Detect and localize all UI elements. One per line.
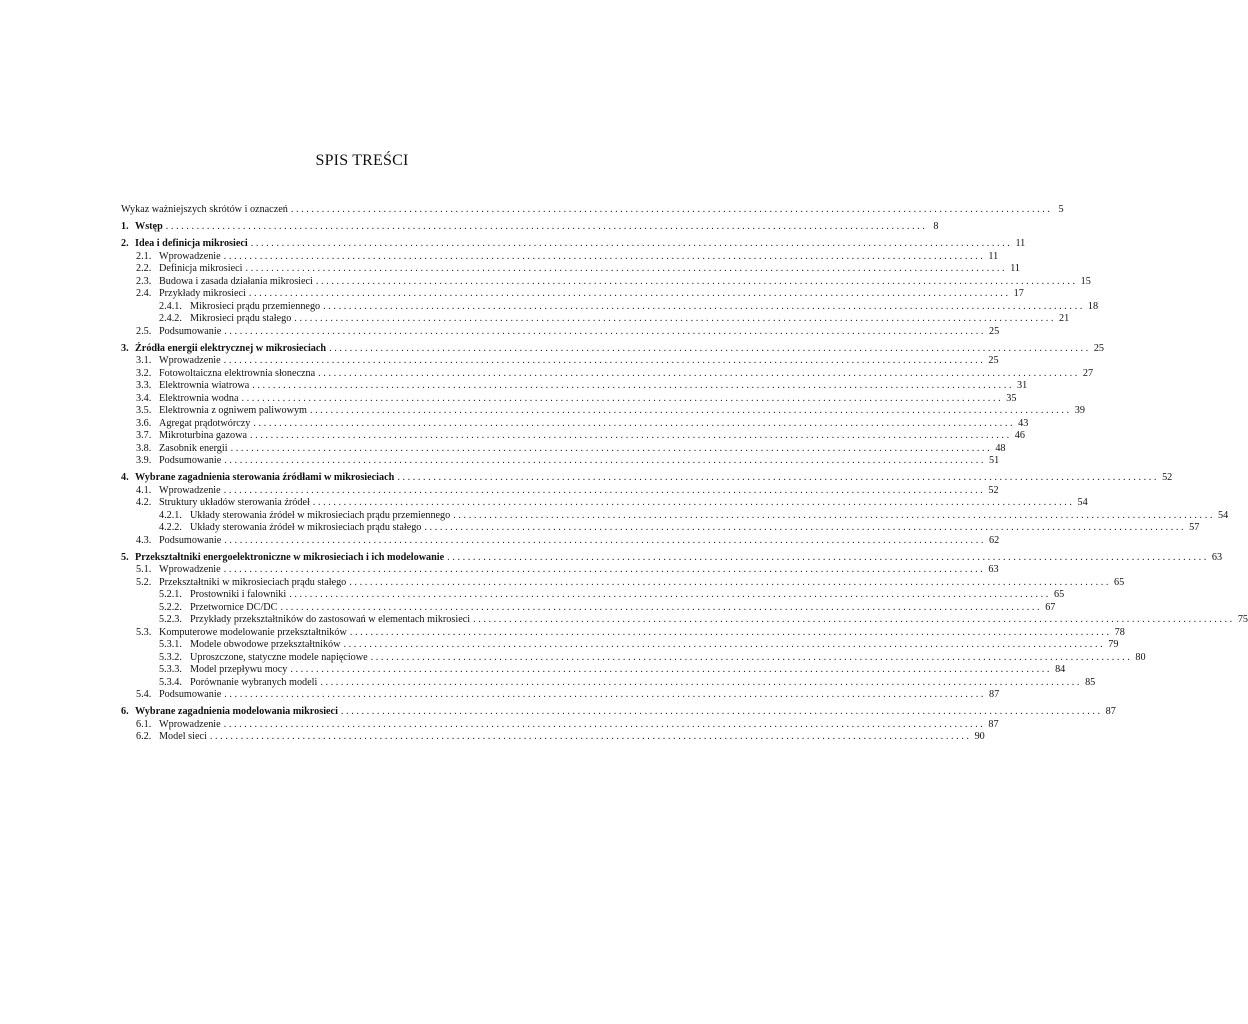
toc-dot-leader: .................................................................................................................................................... xyxy=(289,589,1051,600)
toc-chapter-row[interactable] xyxy=(121,706,1116,719)
toc-page-number: 65 xyxy=(1114,576,1125,588)
toc-entry-row[interactable] xyxy=(121,589,1065,602)
toc-entry-row[interactable] xyxy=(121,204,1064,217)
toc-dot-leader: .................................................................................................................................................... xyxy=(250,238,1013,249)
toc-entry-row[interactable] xyxy=(121,718,999,732)
toc-entry-number: 2. xyxy=(121,238,129,249)
toc-dot-leader: .................................................................................................................................................... xyxy=(424,522,1187,533)
toc-page-number: 39 xyxy=(1074,405,1085,416)
toc-entry-title: Wprowadzenie xyxy=(159,355,221,366)
toc-entry-row[interactable] xyxy=(121,300,1099,314)
toc-dot-leader: .................................................................................................................................................... xyxy=(315,275,1078,287)
toc-page-number: 84 xyxy=(1055,664,1066,675)
toc-entry-row[interactable] xyxy=(121,430,1025,443)
toc-entry-number: 4. xyxy=(121,472,129,483)
toc-entry-number: 2.4. xyxy=(136,288,152,299)
toc-dot-leader: .................................................................................................................................................... xyxy=(309,405,1072,416)
toc-entry-title: Przekształtniki w mikrosieciach prądu stałego xyxy=(159,576,347,588)
toc-entry-title: Układy sterowania źródeł w mikrosieciach prądu przemiennego xyxy=(190,509,451,521)
toc-dot-leader: .................................................................................................................................................... xyxy=(343,639,1106,650)
toc-entry-number: 3.9. xyxy=(136,455,152,466)
toc-entry-row[interactable] xyxy=(121,313,1070,326)
toc-entry-row[interactable] xyxy=(121,651,1146,665)
toc-chapter-row[interactable] xyxy=(121,221,939,234)
toc-page-number: 87 xyxy=(1105,706,1116,717)
toc-entry-title: Mikrosieci prądu przemiennego xyxy=(190,300,321,312)
toc-entry-number: 3.3. xyxy=(136,380,152,391)
toc-dot-leader: .................................................................................................................................................... xyxy=(349,576,1112,588)
toc-entry-row[interactable] xyxy=(121,263,1021,276)
toc-dot-leader: .................................................................................................................................................... xyxy=(473,614,1235,625)
toc-entry-row[interactable] xyxy=(121,405,1085,418)
toc-entry-number: 4.2.2. xyxy=(159,522,182,533)
toc-entry-title: Przykłady mikrosieci xyxy=(159,288,246,299)
toc-page-number: 90 xyxy=(974,731,985,742)
toc-page-number: 57 xyxy=(1189,522,1200,533)
toc-entry-number: 5.1. xyxy=(136,564,152,575)
toc-entry-row[interactable] xyxy=(121,664,1066,677)
toc-entry-title: Struktury układów sterowania źródeł xyxy=(159,497,310,508)
toc-page-number: 52 xyxy=(1162,472,1173,483)
toc-page-number: 27 xyxy=(1082,367,1094,379)
toc-entry-title: Przetwornice DC/DC xyxy=(190,601,278,613)
toc-entry-title: Elektrownia z ogniwem paliwowym xyxy=(159,405,307,416)
toc-entry-row[interactable] xyxy=(121,509,1229,523)
toc-dot-leader: .................................................................................................................................................... xyxy=(340,706,1103,717)
toc-page-number: 11 xyxy=(1010,263,1021,274)
toc-dot-leader: .................................................................................................................................................... xyxy=(280,601,1043,613)
toc-page-number: 75 xyxy=(1237,614,1248,625)
toc-dot-leader: .................................................................................................................................................... xyxy=(253,417,1016,429)
toc-entry-number: 3.7. xyxy=(136,430,152,441)
toc-entry-title: Agregat prądotwórczy xyxy=(159,417,251,429)
toc-entry-row[interactable] xyxy=(121,442,1006,456)
toc-entry-title: Budowa i zasada działania mikrosieci xyxy=(159,275,313,287)
toc-dot-leader: .................................................................................................................................................... xyxy=(349,626,1112,638)
toc-page-number: 67 xyxy=(1045,601,1056,613)
toc-dot-leader: .................................................................................................................................................... xyxy=(241,392,1004,404)
toc-dot-leader: .................................................................................................................................................... xyxy=(223,718,986,730)
toc-entry-number: 3. xyxy=(121,342,129,354)
toc-dot-leader: .................................................................................................................................................... xyxy=(245,263,1008,274)
toc-page-number: 62 xyxy=(989,534,1000,546)
toc-entry-row[interactable] xyxy=(121,484,999,498)
toc-page-number: 87 xyxy=(988,718,999,730)
toc-entry-number: 3.8. xyxy=(136,442,152,454)
toc-entry-number: 5.2. xyxy=(136,576,152,588)
toc-entry-number: 3.1. xyxy=(136,355,152,366)
toc-entry-title: Definicja mikrosieci xyxy=(159,263,243,274)
toc-page-number: 54 xyxy=(1218,509,1229,521)
toc-dot-leader: .................................................................................................................................................... xyxy=(230,442,993,454)
toc-entry-row[interactable] xyxy=(121,325,1000,339)
toc-entry-title: Idea i definicja mikrosieci xyxy=(135,238,248,249)
toc-entry-title: Elektrownia wiatrowa xyxy=(159,380,250,391)
toc-dot-leader: .................................................................................................................................................... xyxy=(370,651,1133,663)
toc-entry-row[interactable] xyxy=(121,534,1000,548)
toc-entry-row[interactable] xyxy=(121,731,985,744)
toc-entry-title: Modele obwodowe przekształtników xyxy=(190,639,341,650)
toc-entry-title: Wprowadzenie xyxy=(159,250,221,262)
toc-entry-title: Model sieci xyxy=(159,731,207,742)
toc-dot-leader: .................................................................................................................................................... xyxy=(453,509,1215,521)
toc-entry-number: 5.3.2. xyxy=(159,651,182,663)
toc-entry-row[interactable] xyxy=(121,250,999,264)
toc-dot-leader: .................................................................................................................................................... xyxy=(320,676,1083,688)
toc-dot-leader: .................................................................................................................................................... xyxy=(223,564,986,575)
toc-entry-row[interactable] xyxy=(121,455,1000,468)
toc-chapter-row[interactable] xyxy=(121,551,1223,565)
toc-entry-row[interactable] xyxy=(121,392,1017,406)
toc-page-number: 25 xyxy=(989,325,1000,337)
toc-entry-row[interactable] xyxy=(121,275,1091,289)
toc-page-number: 18 xyxy=(1087,300,1099,312)
toc-entry-title: Prostowniki i falowniki xyxy=(190,589,287,600)
toc-dot-leader: .................................................................................................................................................... xyxy=(165,221,928,232)
toc-chapter-row[interactable] xyxy=(121,342,1105,356)
toc-entry-title: Podsumowanie xyxy=(159,455,222,466)
toc-entry-number: 2.5. xyxy=(136,325,152,337)
toc-page-number: 63 xyxy=(1211,551,1223,563)
toc-entry-title: Uproszczone, statyczne modele napięciowe xyxy=(190,651,368,663)
toc-entry-title: Wykaz ważniejszych skrótów i oznaczeń xyxy=(121,204,288,215)
toc-dot-leader: .................................................................................................................................................... xyxy=(224,455,987,466)
toc-entry-row[interactable] xyxy=(121,689,1000,702)
toc-page-number: 31 xyxy=(1017,380,1028,391)
toc-dot-leader: .................................................................................................................................................... xyxy=(223,250,986,262)
toc-entry-row[interactable] xyxy=(121,626,1125,640)
toc-entry-row[interactable] xyxy=(121,355,999,368)
toc-entry-number: 2.4.2. xyxy=(159,313,182,324)
toc-page-number: 17 xyxy=(1013,288,1024,299)
toc-entry-row[interactable] xyxy=(121,614,1248,627)
toc-page-number: 80 xyxy=(1135,651,1146,663)
toc-dot-leader: .................................................................................................................................................... xyxy=(312,497,1075,508)
toc-entry-title: Układy sterowania źródeł w mikrosieciach prądu stałego xyxy=(190,522,422,533)
toc-entry-number: 5.3.1. xyxy=(159,639,182,650)
toc-entry-number: 4.2. xyxy=(136,497,152,508)
toc-entry-title: Wprowadzenie xyxy=(159,718,221,730)
toc-entry-title: Elektrownia wodna xyxy=(159,392,239,404)
toc-dot-leader: .................................................................................................................................................... xyxy=(447,551,1209,563)
toc-entry-title: Wybrane zagadnienia sterowania źródłami w mikrosieciach xyxy=(135,472,395,483)
toc-entry-row[interactable] xyxy=(121,380,1028,393)
toc-entry-number: 2.2. xyxy=(136,263,152,274)
toc-dot-leader: .................................................................................................................................................... xyxy=(223,484,986,496)
toc-page-number: 52 xyxy=(988,484,999,496)
toc-entry-title: Komputerowe modelowanie przekształtników xyxy=(159,626,347,638)
toc-page-number: 65 xyxy=(1053,589,1065,600)
toc-page-number: 78 xyxy=(1114,626,1125,638)
toc-dot-leader: .................................................................................................................................................... xyxy=(397,472,1160,483)
toc-entry-row[interactable] xyxy=(121,564,999,577)
toc-entry-row[interactable] xyxy=(121,288,1024,301)
toc-entry-row[interactable] xyxy=(121,497,1088,510)
toc-entry-number: 4.3. xyxy=(136,534,152,546)
toc-entry-number: 6.2. xyxy=(136,731,152,742)
toc-page-number: 85 xyxy=(1085,676,1096,688)
toc-entry-row[interactable] xyxy=(121,522,1200,535)
toc-page-number: 87 xyxy=(989,689,1000,700)
toc-entry-number: 4.2.1. xyxy=(159,509,182,521)
toc-entry-row[interactable] xyxy=(121,676,1096,690)
toc-dot-leader: .................................................................................................................................................... xyxy=(294,313,1057,324)
toc-entry-row[interactable] xyxy=(121,417,1029,431)
toc-entry-number: 6.1. xyxy=(136,718,152,730)
toc-entry-row[interactable] xyxy=(121,367,1094,381)
toc-dot-leader: .................................................................................................................................................... xyxy=(223,355,986,366)
toc-entry-number: 2.3. xyxy=(136,275,152,287)
toc-dot-leader: .................................................................................................................................................... xyxy=(318,367,1080,379)
toc-entry-title: Porównanie wybranych modeli xyxy=(190,676,318,688)
toc-entry-title: Źródła energii elektrycznej w mikrosieciach xyxy=(135,342,327,354)
toc-dot-leader: .................................................................................................................................................... xyxy=(224,325,987,337)
toc-entry-title: Wprowadzenie xyxy=(159,564,221,575)
toc-dot-leader: .................................................................................................................................................... xyxy=(329,342,1091,354)
toc-page-number: 79 xyxy=(1108,639,1119,650)
toc-entry-number: 5.2.2. xyxy=(159,601,182,613)
toc-entry-number: 5. xyxy=(121,551,129,563)
toc-entry-number: 2.4.1. xyxy=(159,300,182,312)
toc-entry-title: Przekształtniki energoelektroniczne w mikrosieciach i ich modelowanie xyxy=(135,551,445,563)
toc-page-number: 25 xyxy=(1093,342,1105,354)
toc-dot-leader: .................................................................................................................................................... xyxy=(209,731,972,742)
toc-entry-title: Wybrane zagadnienia modelowania mikrosieci xyxy=(135,706,338,717)
toc-page-number: 15 xyxy=(1080,275,1091,287)
table-of-contents xyxy=(121,204,1248,744)
toc-entry-number: 4.1. xyxy=(136,484,152,496)
toc-entry-title: Podsumowanie xyxy=(159,689,222,700)
toc-dot-leader: .................................................................................................................................................... xyxy=(224,534,987,546)
toc-entry-number: 3.4. xyxy=(136,392,152,404)
toc-page-number: 46 xyxy=(1014,430,1025,441)
toc-page-number: 25 xyxy=(988,355,999,366)
toc-page-number: 48 xyxy=(995,442,1006,454)
toc-page-number: 43 xyxy=(1018,417,1029,429)
toc-entry-number: 5.3.4. xyxy=(159,676,182,688)
toc-entry-number: 5.3. xyxy=(136,626,152,638)
toc-dot-leader: .................................................................................................................................................... xyxy=(249,430,1012,441)
toc-entry-title: Podsumowanie xyxy=(159,534,222,546)
toc-entry-title: Mikrosieci prądu stałego xyxy=(190,313,292,324)
toc-entry-title: Podsumowanie xyxy=(159,325,222,337)
toc-entry-title: Wstęp xyxy=(135,221,163,232)
toc-page-number: 21 xyxy=(1059,313,1070,324)
toc-page-number: 35 xyxy=(1006,392,1017,404)
toc-page-number: 54 xyxy=(1077,497,1088,508)
toc-entry-number: 6. xyxy=(121,706,129,717)
toc-chapter-row[interactable] xyxy=(121,472,1173,485)
toc-entry-number: 2.1. xyxy=(136,250,152,262)
toc-entry-title: Przykłady przekształtników do zastosowań w elementach mikrosieci xyxy=(190,614,471,625)
toc-entry-number: 3.6. xyxy=(136,417,152,429)
toc-entry-row[interactable] xyxy=(121,576,1125,590)
toc-dot-leader: .................................................................................................................................................... xyxy=(248,288,1011,299)
toc-page-number: 51 xyxy=(989,455,1000,466)
toc-dot-leader: .................................................................................................................................................... xyxy=(290,664,1053,675)
toc-entry-title: Zasobnik energii xyxy=(159,442,228,454)
toc-entry-number: 5.2.3. xyxy=(159,614,182,625)
toc-entry-row[interactable] xyxy=(121,639,1119,652)
toc-dot-leader: .................................................................................................................................................... xyxy=(290,204,1053,215)
toc-entry-number: 5.4. xyxy=(136,689,152,700)
toc-entry-title: Wprowadzenie xyxy=(159,484,221,496)
toc-entry-number: 3.2. xyxy=(136,367,152,379)
toc-page-number: 11 xyxy=(988,250,999,262)
toc-dot-leader: .................................................................................................................................................... xyxy=(323,300,1085,312)
toc-chapter-row[interactable] xyxy=(121,238,1026,251)
toc-entry-title: Mikroturbina gazowa xyxy=(159,430,247,441)
toc-entry-title: Fotowoltaiczna elektrownia słoneczna xyxy=(159,367,316,379)
toc-entry-row[interactable] xyxy=(121,601,1056,615)
toc-dot-leader: .................................................................................................................................................... xyxy=(252,380,1014,391)
toc-page-number: 5 xyxy=(1058,204,1064,215)
toc-entry-number: 3.5. xyxy=(136,405,152,416)
toc-page-number: 11 xyxy=(1015,238,1026,249)
toc-entry-number: 5.2.1. xyxy=(159,589,182,600)
toc-page-number: 8 xyxy=(933,221,939,232)
toc-page-number: 63 xyxy=(988,564,999,575)
toc-dot-leader: .................................................................................................................................................... xyxy=(224,689,987,700)
page-title: SPIS TREŚCI xyxy=(315,152,409,169)
toc-entry-number: 5.3.3. xyxy=(159,664,182,675)
toc-entry-number: 1. xyxy=(121,221,129,232)
toc-entry-title: Model przepływu mocy xyxy=(190,664,288,675)
